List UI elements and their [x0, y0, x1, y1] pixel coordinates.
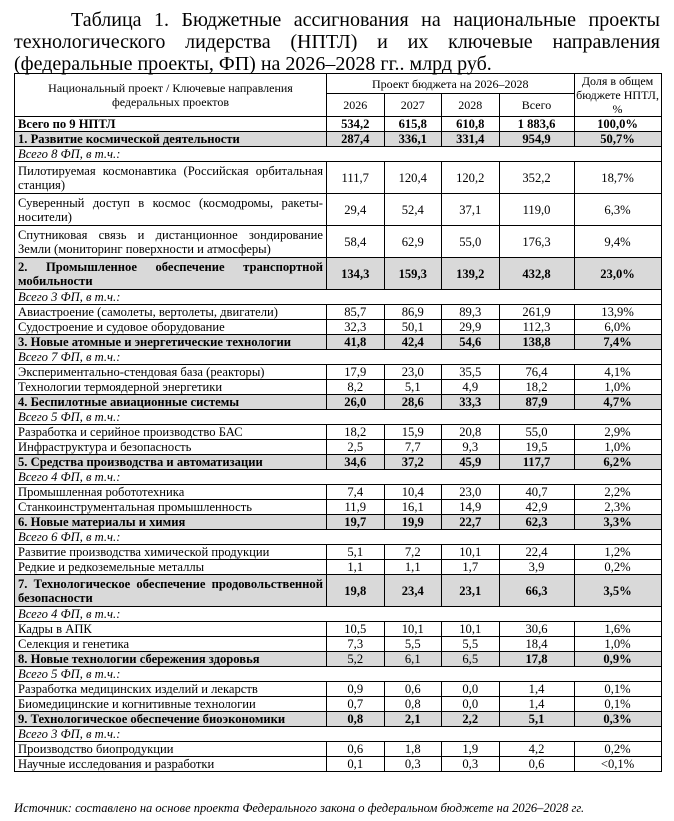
row-label: Биомедицинские и когнитивные технологии — [15, 697, 327, 712]
national-project-row — [15, 335, 662, 350]
cell-2026: 85,7 — [327, 305, 385, 320]
subgroup-label: Всего 4 ФП, в т.ч.: — [15, 470, 662, 485]
row-label: 8. Новые технологии сбережения здоровья — [15, 652, 327, 667]
federal-project-row — [15, 545, 662, 560]
cell-total: 18,2 — [499, 380, 574, 395]
cell-2026: 5,1 — [327, 545, 385, 560]
header-budget-group: Проект бюджета на 2026–2028 — [327, 74, 575, 94]
cell-2026: 7,4 — [327, 485, 385, 500]
federal-project-row — [15, 500, 662, 515]
cell-2026: 19,8 — [327, 575, 385, 607]
cell-2028: 139,2 — [442, 258, 500, 290]
row-label: 4. Беспилотные авиационные системы — [15, 395, 327, 410]
cell-2028: 22,7 — [442, 515, 500, 530]
cell-2026: 34,6 — [327, 455, 385, 470]
cell-2028: 45,9 — [442, 455, 500, 470]
cell-total: 22,4 — [499, 545, 574, 560]
subgroup-label: Всего 5 ФП, в т.ч.: — [15, 667, 662, 682]
cell-share: 0,9% — [574, 652, 661, 667]
cell-2027: 10,1 — [384, 622, 442, 637]
row-label: 9. Технологическое обеспечение биоэкономики — [15, 712, 327, 727]
cell-2027: 15,9 — [384, 425, 442, 440]
cell-2027: 50,1 — [384, 320, 442, 335]
cell-total: 3,9 — [499, 560, 574, 575]
federal-project-row — [15, 757, 662, 772]
cell-total: 1,4 — [499, 697, 574, 712]
national-project-row — [15, 258, 662, 290]
cell-2027: 6,1 — [384, 652, 442, 667]
cell-total: 0,6 — [499, 757, 574, 772]
cell-total: 176,3 — [499, 226, 574, 258]
cell-share: 50,7% — [574, 132, 661, 147]
cell-2026: 7,3 — [327, 637, 385, 652]
cell-2026: 0,6 — [327, 742, 385, 757]
cell-2027: 86,9 — [384, 305, 442, 320]
cell-total: 17,8 — [499, 652, 574, 667]
cell-share: 0,1% — [574, 682, 661, 697]
cell-share: 0,3% — [574, 712, 661, 727]
cell-total: 40,7 — [499, 485, 574, 500]
subgroup-label: Всего 3 ФП, в т.ч.: — [15, 290, 662, 305]
cell-2027: 1,1 — [384, 560, 442, 575]
cell-2026: 134,3 — [327, 258, 385, 290]
cell-share: 6,2% — [574, 455, 661, 470]
row-label: Развитие производства химической продукции — [15, 545, 327, 560]
header-year-2026: 2026 — [327, 94, 385, 117]
federal-project-row — [15, 194, 662, 226]
cell-share: 1,0% — [574, 637, 661, 652]
cell-share: 3,5% — [574, 575, 661, 607]
cell-total: 4,2 — [499, 742, 574, 757]
cell-share: 6,3% — [574, 194, 661, 226]
row-label: Научные исследования и разработки — [15, 757, 327, 772]
cell-share: 3,3% — [574, 515, 661, 530]
federal-project-row — [15, 742, 662, 757]
cell-2027: 62,9 — [384, 226, 442, 258]
cell-2028: 0,0 — [442, 682, 500, 697]
cell-share: 1,0% — [574, 440, 661, 455]
federal-project-row — [15, 682, 662, 697]
row-label: 7. Технологическое обеспечение продовольственной безопасности — [15, 575, 327, 607]
cell-2026: 10,5 — [327, 622, 385, 637]
cell-total: 30,6 — [499, 622, 574, 637]
federal-project-row — [15, 305, 662, 320]
subgroup-label: Всего 8 ФП, в т.ч.: — [15, 147, 662, 162]
national-project-row — [15, 712, 662, 727]
cell-2026: 534,2 — [327, 117, 385, 132]
federal-project-row — [15, 226, 662, 258]
row-label: Селекция и генетика — [15, 637, 327, 652]
header-share-column: Доля в общем бюджете НПТЛ, % — [574, 74, 661, 117]
cell-2026: 5,2 — [327, 652, 385, 667]
row-label: Станкоинструментальная промышленность — [15, 500, 327, 515]
cell-2028: 120,2 — [442, 162, 500, 194]
cell-share: 100,0% — [574, 117, 661, 132]
cell-2027: 23,4 — [384, 575, 442, 607]
cell-2026: 2,5 — [327, 440, 385, 455]
cell-2028: 33,3 — [442, 395, 500, 410]
row-label: 5. Средства производства и автоматизации — [15, 455, 327, 470]
cell-2027: 5,5 — [384, 637, 442, 652]
national-project-row — [15, 455, 662, 470]
row-label: 1. Развитие космической деятельности — [15, 132, 327, 147]
cell-2027: 7,2 — [384, 545, 442, 560]
cell-2027: 0,8 — [384, 697, 442, 712]
cell-share: 6,0% — [574, 320, 661, 335]
row-label: Технологии термоядерной энергетики — [15, 380, 327, 395]
cell-2027: 10,4 — [384, 485, 442, 500]
cell-2026: 1,1 — [327, 560, 385, 575]
cell-2028: 610,8 — [442, 117, 500, 132]
cell-2027: 0,6 — [384, 682, 442, 697]
row-label: Пилотируемая космонавтика (Российская орбитальная станция) — [15, 162, 327, 194]
cell-2027: 52,4 — [384, 194, 442, 226]
subgroup-row — [15, 350, 662, 365]
cell-total: 76,4 — [499, 365, 574, 380]
cell-2028: 23,0 — [442, 485, 500, 500]
cell-share: 0,2% — [574, 560, 661, 575]
row-label: Экспериментально-стендовая база (реакторы) — [15, 365, 327, 380]
federal-project-row — [15, 320, 662, 335]
cell-2026: 18,2 — [327, 425, 385, 440]
cell-total: 954,9 — [499, 132, 574, 147]
grand-total-row — [15, 117, 662, 132]
national-project-row — [15, 395, 662, 410]
subgroup-label: Всего 4 ФП, в т.ч.: — [15, 607, 662, 622]
cell-2028: 55,0 — [442, 226, 500, 258]
cell-total: 5,1 — [499, 712, 574, 727]
cell-2026: 0,9 — [327, 682, 385, 697]
cell-2027: 615,8 — [384, 117, 442, 132]
cell-2027: 37,2 — [384, 455, 442, 470]
cell-2028: 37,1 — [442, 194, 500, 226]
cell-2026: 17,9 — [327, 365, 385, 380]
row-label: Разработка и серийное производство БАС — [15, 425, 327, 440]
federal-project-row — [15, 560, 662, 575]
row-label: Кадры в АПК — [15, 622, 327, 637]
cell-total: 87,9 — [499, 395, 574, 410]
federal-project-row — [15, 485, 662, 500]
cell-total: 62,3 — [499, 515, 574, 530]
cell-2027: 2,1 — [384, 712, 442, 727]
subgroup-row — [15, 667, 662, 682]
cell-2028: 54,6 — [442, 335, 500, 350]
row-label: 3. Новые атомные и энергетические технологии — [15, 335, 327, 350]
cell-2026: 29,4 — [327, 194, 385, 226]
cell-2028: 1,7 — [442, 560, 500, 575]
header-total: Всего — [499, 94, 574, 117]
cell-2026: 26,0 — [327, 395, 385, 410]
cell-2027: 16,1 — [384, 500, 442, 515]
cell-2028: 2,2 — [442, 712, 500, 727]
cell-2028: 20,8 — [442, 425, 500, 440]
cell-2027: 28,6 — [384, 395, 442, 410]
cell-2027: 120,4 — [384, 162, 442, 194]
cell-2026: 11,9 — [327, 500, 385, 515]
row-label: Судостроение и судовое оборудование — [15, 320, 327, 335]
cell-total: 119,0 — [499, 194, 574, 226]
federal-project-row — [15, 440, 662, 455]
cell-share: <0,1% — [574, 757, 661, 772]
cell-share: 1,2% — [574, 545, 661, 560]
row-label: Редкие и редкоземельные металлы — [15, 560, 327, 575]
cell-2028: 1,9 — [442, 742, 500, 757]
cell-total: 55,0 — [499, 425, 574, 440]
federal-project-row — [15, 365, 662, 380]
cell-2026: 32,3 — [327, 320, 385, 335]
cell-total: 42,9 — [499, 500, 574, 515]
subgroup-label: Всего 5 ФП, в т.ч.: — [15, 410, 662, 425]
cell-2027: 23,0 — [384, 365, 442, 380]
cell-2026: 287,4 — [327, 132, 385, 147]
cell-share: 2,3% — [574, 500, 661, 515]
table-title: Таблица 1. Бюджетные ассигнования на национальные проекты технологического лидерства (НПТЛ) и их ключевые направления (федеральные проекты, ФП) на 2026–2028 гг.. млрд руб. — [14, 9, 660, 75]
federal-project-row — [15, 697, 662, 712]
cell-share: 23,0% — [574, 258, 661, 290]
cell-2028: 23,1 — [442, 575, 500, 607]
cell-2028: 29,9 — [442, 320, 500, 335]
subgroup-row — [15, 147, 662, 162]
cell-2028: 331,4 — [442, 132, 500, 147]
row-label: Разработка медицинских изделий и лекарств — [15, 682, 327, 697]
row-label: Спутниковая связь и дистанционное зондирование Земли (мониторинг поверхности и атмосферы) — [15, 226, 327, 258]
cell-2027: 0,3 — [384, 757, 442, 772]
cell-total: 261,9 — [499, 305, 574, 320]
cell-total: 19,5 — [499, 440, 574, 455]
subgroup-label: Всего 3 ФП, в т.ч.: — [15, 727, 662, 742]
cell-2026: 58,4 — [327, 226, 385, 258]
cell-2027: 19,9 — [384, 515, 442, 530]
cell-2026: 0,8 — [327, 712, 385, 727]
cell-total: 112,3 — [499, 320, 574, 335]
cell-2028: 6,5 — [442, 652, 500, 667]
cell-2027: 5,1 — [384, 380, 442, 395]
cell-2028: 9,3 — [442, 440, 500, 455]
cell-share: 18,7% — [574, 162, 661, 194]
national-project-row — [15, 652, 662, 667]
federal-project-row — [15, 425, 662, 440]
row-label: Производство биопродукции — [15, 742, 327, 757]
cell-2028: 4,9 — [442, 380, 500, 395]
cell-2028: 5,5 — [442, 637, 500, 652]
cell-2028: 0,3 — [442, 757, 500, 772]
header-year-2027: 2027 — [384, 94, 442, 117]
national-project-row — [15, 515, 662, 530]
cell-2028: 14,9 — [442, 500, 500, 515]
source-note: Источник: составлено на основе проекта Федерального закона о федеральном бюджете на 2026–2028 гг. — [14, 801, 585, 815]
subgroup-row — [15, 290, 662, 305]
cell-2028: 10,1 — [442, 545, 500, 560]
row-label: Авиастроение (самолеты, вертолеты, двигатели) — [15, 305, 327, 320]
cell-total: 1 883,6 — [499, 117, 574, 132]
cell-2026: 111,7 — [327, 162, 385, 194]
row-label: Промышленная робототехника — [15, 485, 327, 500]
federal-project-row — [15, 162, 662, 194]
cell-2026: 8,2 — [327, 380, 385, 395]
row-label: Суверенный доступ в космос (космодромы, ракеты-носители) — [15, 194, 327, 226]
cell-share: 1,0% — [574, 380, 661, 395]
cell-total: 117,7 — [499, 455, 574, 470]
header-name-column: Национальный проект / Ключевые направления федеральных проектов — [15, 74, 327, 117]
cell-2027: 42,4 — [384, 335, 442, 350]
subgroup-row — [15, 530, 662, 545]
budget-table — [14, 73, 662, 772]
row-label: 2. Промышленное обеспечение транспортной мобильности — [15, 258, 327, 290]
cell-share: 2,2% — [574, 485, 661, 500]
cell-2027: 7,7 — [384, 440, 442, 455]
row-label: Инфраструктура и безопасность — [15, 440, 327, 455]
header-year-2028: 2028 — [442, 94, 500, 117]
federal-project-row — [15, 380, 662, 395]
subgroup-label: Всего 7 ФП, в т.ч.: — [15, 350, 662, 365]
subgroup-row — [15, 727, 662, 742]
cell-2028: 35,5 — [442, 365, 500, 380]
cell-share: 9,4% — [574, 226, 661, 258]
row-label: Всего по 9 НПТЛ — [15, 117, 327, 132]
cell-2026: 0,1 — [327, 757, 385, 772]
cell-2027: 159,3 — [384, 258, 442, 290]
national-project-row — [15, 132, 662, 147]
federal-project-row — [15, 637, 662, 652]
national-project-row — [15, 575, 662, 607]
cell-total: 18,4 — [499, 637, 574, 652]
cell-share: 0,2% — [574, 742, 661, 757]
cell-2026: 41,8 — [327, 335, 385, 350]
cell-2026: 0,7 — [327, 697, 385, 712]
cell-total: 1,4 — [499, 682, 574, 697]
cell-share: 1,6% — [574, 622, 661, 637]
cell-total: 352,2 — [499, 162, 574, 194]
cell-2028: 89,3 — [442, 305, 500, 320]
row-label: 6. Новые материалы и химия — [15, 515, 327, 530]
subgroup-row — [15, 470, 662, 485]
cell-share: 2,9% — [574, 425, 661, 440]
federal-project-row — [15, 622, 662, 637]
cell-share: 7,4% — [574, 335, 661, 350]
subgroup-label: Всего 6 ФП, в т.ч.: — [15, 530, 662, 545]
cell-2026: 19,7 — [327, 515, 385, 530]
cell-share: 4,1% — [574, 365, 661, 380]
subgroup-row — [15, 607, 662, 622]
cell-2028: 10,1 — [442, 622, 500, 637]
cell-total: 66,3 — [499, 575, 574, 607]
cell-total: 138,8 — [499, 335, 574, 350]
cell-share: 4,7% — [574, 395, 661, 410]
cell-share: 13,9% — [574, 305, 661, 320]
cell-total: 432,8 — [499, 258, 574, 290]
cell-share: 0,1% — [574, 697, 661, 712]
cell-2027: 336,1 — [384, 132, 442, 147]
subgroup-row — [15, 410, 662, 425]
cell-2027: 1,8 — [384, 742, 442, 757]
cell-2028: 0,0 — [442, 697, 500, 712]
